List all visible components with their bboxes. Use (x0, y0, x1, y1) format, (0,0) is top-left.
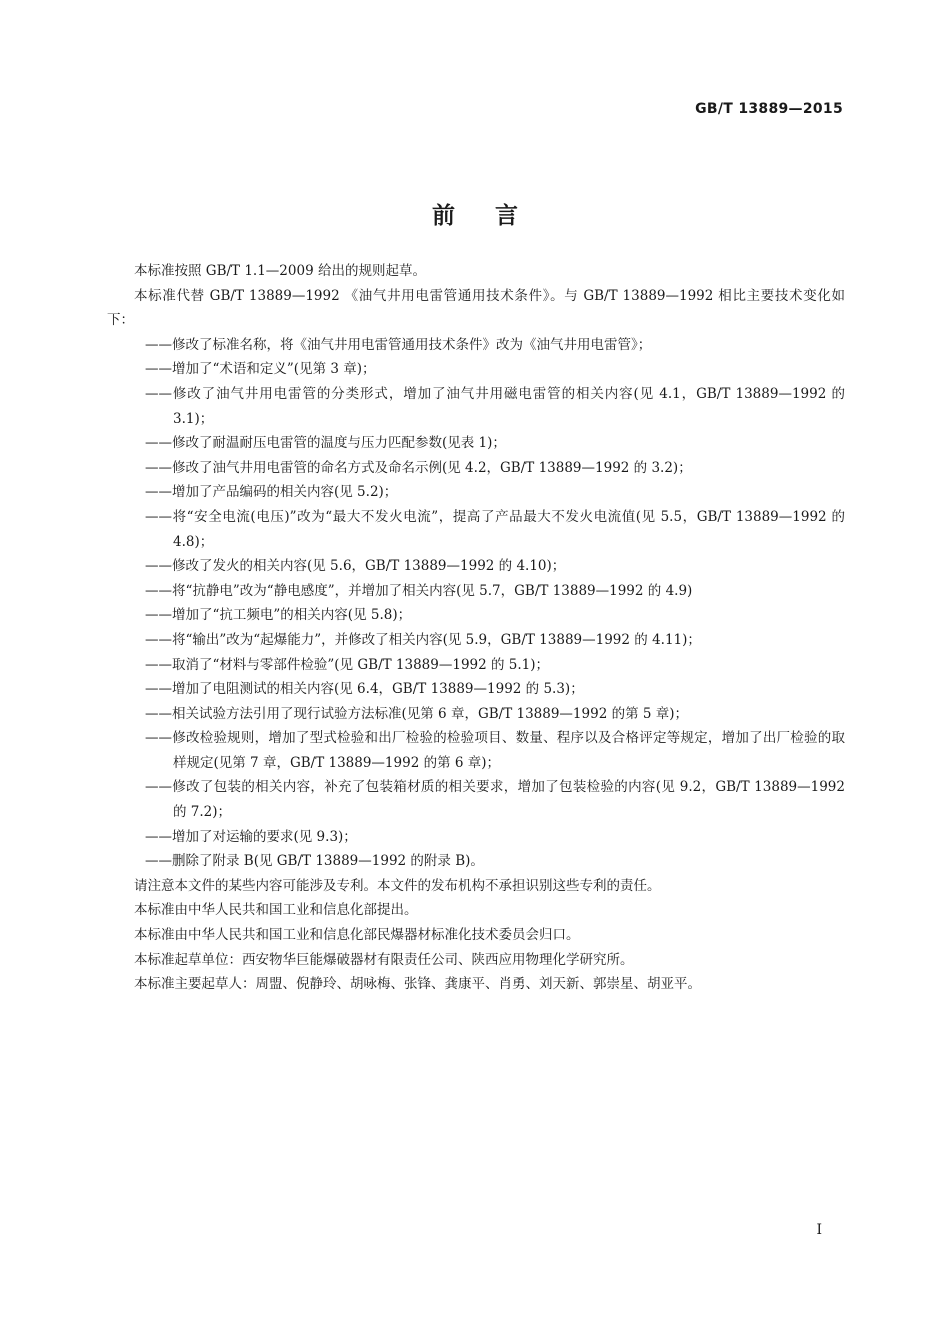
change-item: ——相关试验方法引用了现行试验方法标准(见第 6 章，GB/T 13889—1992 的第 5 章)； (145, 705, 689, 722)
change-item: ——增加了电阻测试的相关内容(见 6.4，GB/T 13889—1992 的 5.3)； (145, 681, 584, 698)
change-item: ——修改了标准名称，将《油气井用电雷管通用技术条件》改为《油气井用电雷管》； (145, 336, 652, 353)
change-item: ——修改检验规则，增加了型式检验和出厂检验的检验项目、数量、程序以及合格评定等规定，增加了出厂检验的取样规定(见第 7 章，GB/T 13889—1992 的第 6 章)； (145, 730, 845, 771)
drafters: 本标准主要起草人：周盟、倪静玲、胡咏梅、张锋、龚康平、肖勇、刘天新、郭崇星、胡亚平。 (134, 976, 701, 993)
change-item: ——将“安全电流(电压)”改为“最大不发火电流”，提高了产品最大不发火电流值(见 5.5，GB/T 13889—1992 的 4.8)； (145, 508, 845, 550)
change-item: ——修改了油气井用电雷管的分类形式，增加了油气井用磁电雷管的相关内容(见 4.1，GB/T 13889—1992 的 3.1)； (145, 385, 845, 427)
page-number: I (816, 1222, 822, 1238)
intro-paragraph: 本标准按照 GB/T 1.1—2009 给出的规则起草。 (134, 263, 426, 279)
page-title: 前言 (432, 203, 558, 230)
change-item: ——将“抗静电”改为“静电感度”，并增加了相关内容(见 5.7，GB/T 13889—1992 的 4.9) (145, 582, 693, 599)
proposer-statement: 本标准由中华人民共和国工业和信息化部提出。 (134, 902, 418, 919)
intro-paragraph: 本标准代替 GB/T 13889—1992 《油气井用电雷管通用技术条件》。与 GB/T 13889—1992 相比主要技术变化如下： (107, 287, 845, 329)
change-item: ——增加了“术语和定义”(见第 3 章)； (145, 361, 376, 378)
change-item: ——修改了包装的相关内容，补充了包装箱材质的相关要求，增加了包装检验的内容(见 9.2，GB/T 13889—1992 的 7.2)； (145, 779, 845, 821)
change-item: ——删除了附录 B(见 GB/T 13889—1992 的附录 B)。 (145, 853, 484, 870)
change-item: ——取消了“材料与零部件检验”(见 GB/T 13889—1992 的 5.1)； (145, 656, 550, 673)
change-item: ——修改了油气井用电雷管的命名方式及命名示例(见 4.2，GB/T 13889—1992 的 3.2)； (145, 459, 692, 476)
change-item: ——将“输出”改为“起爆能力”，并修改了相关内容(见 5.9，GB/T 13889—1992 的 4.11)； (145, 631, 701, 648)
standard-code: GB/T 13889—2015 (695, 101, 843, 117)
preface-body (107, 259, 845, 997)
change-item: ——增加了产品编码的相关内容(见 5.2)； (145, 484, 398, 501)
change-item: ——增加了对运输的要求(见 9.3)； (145, 828, 357, 845)
committee-statement: 本标准由中华人民共和国工业和信息化部民爆器材标准化技术委员会归口。 (134, 927, 580, 944)
change-item: ——增加了“抗工频电”的相关内容(见 5.8)； (145, 607, 412, 624)
change-item: ——修改了耐温耐压电雷管的温度与压力匹配参数(见表 1)； (145, 435, 506, 452)
change-item: ——修改了发火的相关内容(见 5.6，GB/T 13889—1992 的 4.10)； (145, 558, 566, 575)
patent-notice: 请注意本文件的某些内容可能涉及专利。本文件的发布机构不承担识别这些专利的责任。 (134, 877, 661, 894)
drafting-organizations: 本标准起草单位：西安物华巨能爆破器材有限责任公司、陕西应用物理化学研究所。 (134, 951, 634, 968)
